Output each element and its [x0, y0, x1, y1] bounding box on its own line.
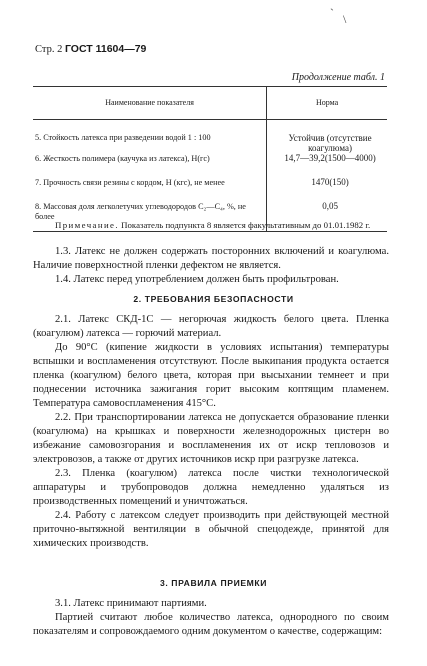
- paragraph-3-1: 3.1. Латекс принимают партиями.: [55, 598, 207, 609]
- paragraph-2-3: 2.3. Пленка (коагулюм) латекса после чистки технологической аппаратуры и трубопроводов должна немедленно удаляться из производственных помещений и уничтожаться.: [33, 468, 389, 507]
- row-name: 6. Жесткость полимера (каучука из латекса), Н(гс): [33, 153, 267, 177]
- paragraph-2-2: 2.2. При транспортировании латекса не допускается образование пленки (коагулюма) на крышках и поверхности железнодорожных цистерн во избежание самовозгорания и воспламенения их от искр тепловозов и электровозов, а также от других источников искр при разгрузке латекса.: [33, 412, 389, 465]
- column-header-name: Наименование показателя: [33, 87, 267, 120]
- table-row: [33, 120, 387, 154]
- section-2-heading: 2. ТРЕБОВАНИЯ БЕЗОПАСНОСТИ: [133, 294, 294, 304]
- page-header: [35, 43, 146, 55]
- row-norm: Устойчив (отсутствие коагулюма): [288, 133, 372, 153]
- section-3-body: [33, 597, 389, 639]
- table-row: [33, 153, 387, 177]
- requirements-table: [33, 86, 387, 232]
- paragraph-2-4: 2.4. Работу с латексом следует производить при действующей местной приточно-вытяжной вентиляции в обычной спецодежде, принятой для химических производств.: [33, 510, 389, 549]
- row-norm: 0,05: [267, 201, 387, 232]
- paragraph-2-1-cont: До 90°С (кипение жидкости в условиях испытания) температуры вспышки и воспламенения отсутствуют. После выкипания продукта остается пленка (коагулюм) белого цвета, которая при высыхании темнеет и при поднесении источника зажигания горит высоким коптящим пламенем. Температура самовоспламенения 415°С.: [33, 342, 389, 409]
- paragraph-1-3: 1.3. Латекс не должен содержать посторонних включений и коагулюма. Наличие поверхностной пленки дефектом не является.: [33, 246, 389, 271]
- section-1-tail: [33, 245, 389, 287]
- row-name: 7. Прочность связи резины с кордом, Н (кгс), не менее: [33, 177, 267, 201]
- row-norm: 14,7—39,2(1500—4000): [284, 153, 376, 163]
- row-name: 8. Массовая доля легколетучих углеводородов С₂—С₄, %, не более: [33, 201, 267, 232]
- section-3-heading: 3. ПРАВИЛА ПРИЕМКИ: [159, 578, 268, 588]
- note-text: Показатель подпункта 8 является факультативным до 01.01.1982 г.: [121, 220, 371, 230]
- paragraph-1-4: 1.4. Латекс перед употреблением должен быть профильтрован.: [55, 274, 339, 285]
- section-2-body: [33, 313, 389, 551]
- standard-code: ГОСТ 11604—79: [64, 43, 147, 55]
- table-continuation-label: Продолжение табл. 1: [291, 72, 385, 83]
- note-label: Примечание.: [55, 220, 119, 230]
- scan-mark: `: [330, 6, 334, 20]
- paragraph-3-1-cont: Партией считают любое количество латекса, однородного по своим показателям и сопровождаемого одним документом о качестве, содержащим:: [33, 612, 389, 637]
- row-name: 5. Стойкость латекса при разведении водой 1 : 100: [33, 120, 267, 154]
- row-norm: 1470(150): [311, 177, 349, 187]
- table-note: [33, 219, 389, 231]
- page-number: Стр. 2: [35, 44, 63, 55]
- table-row: [33, 177, 387, 201]
- column-header-norm: Норма: [267, 87, 387, 120]
- scan-mark: \: [343, 12, 347, 26]
- table-header-row: [33, 87, 387, 120]
- paragraph-2-1: 2.1. Латекс СКД-1С — негорючая жидкость белого цвета. Пленка (коагулюм) латекса — горючий материал.: [33, 314, 389, 339]
